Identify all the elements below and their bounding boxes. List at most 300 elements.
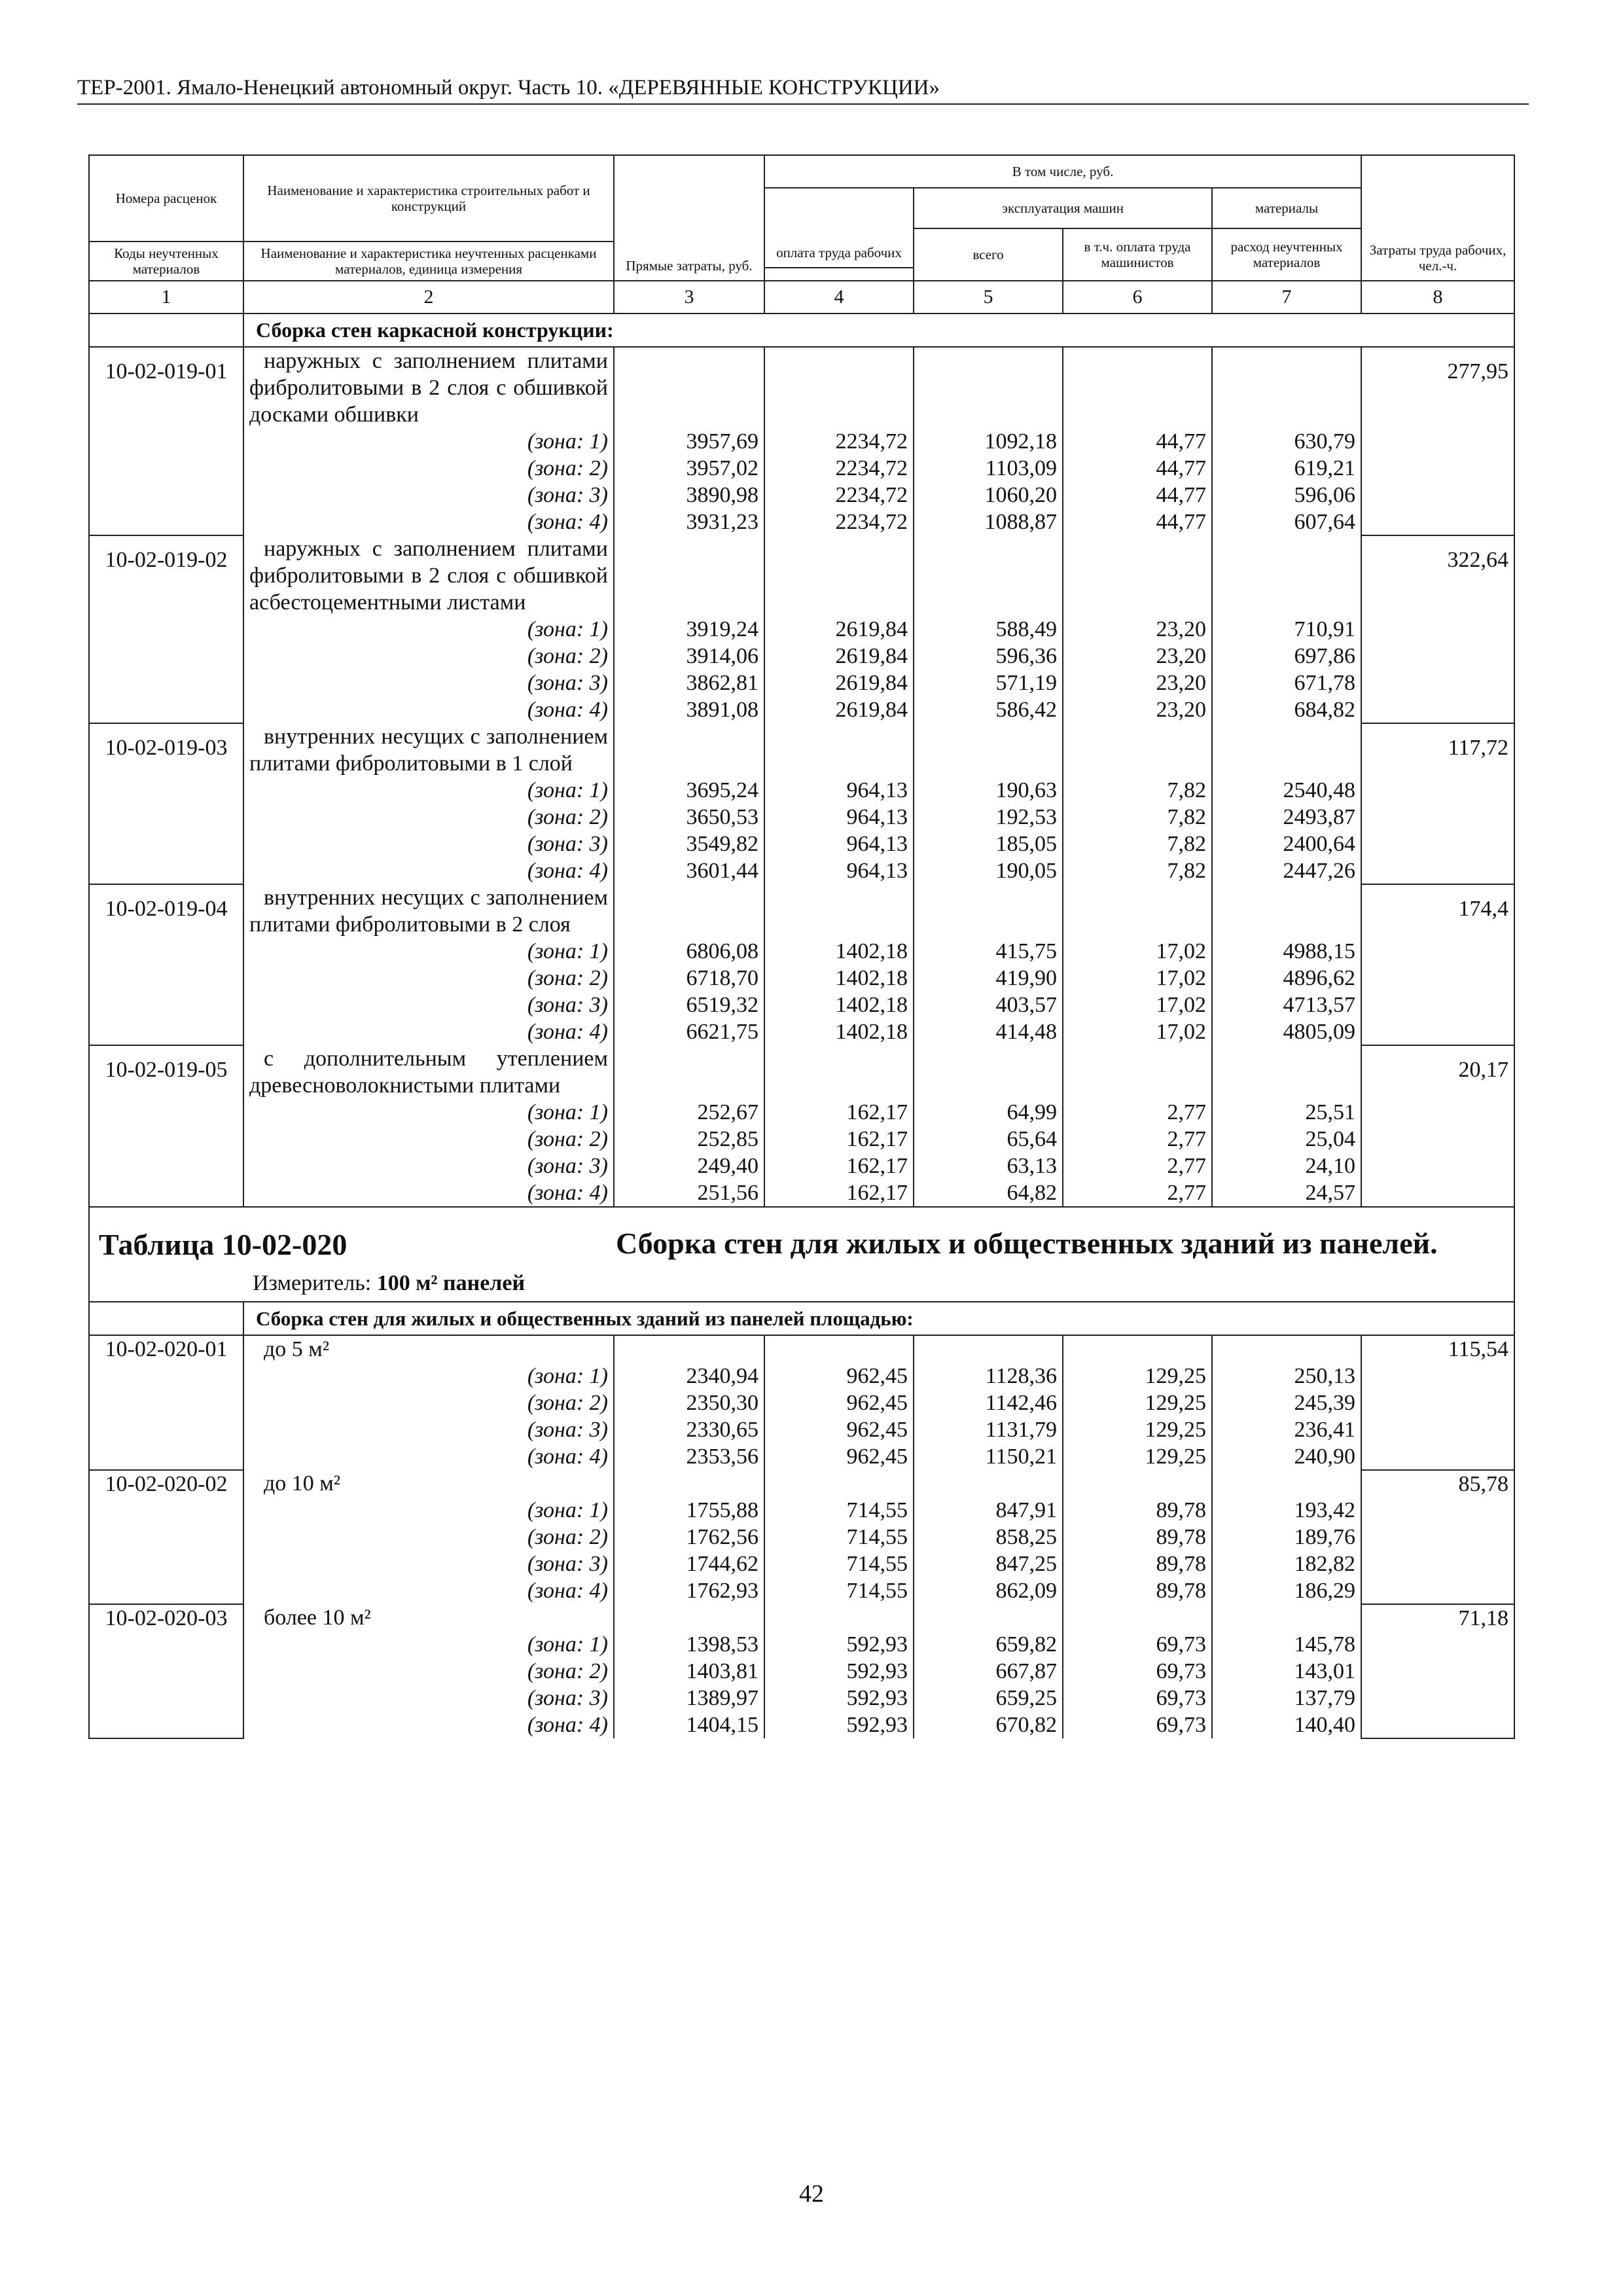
value-cell: 847,91 bbox=[914, 1497, 1063, 1524]
zone-row bbox=[89, 1018, 1514, 1045]
value-cell: 592,93 bbox=[764, 1712, 914, 1738]
zone-row bbox=[89, 992, 1514, 1018]
zone-label: (зона: 1) bbox=[243, 938, 614, 965]
value-cell: 2,77 bbox=[1063, 1153, 1212, 1179]
zone-row bbox=[89, 455, 1514, 482]
zone-row bbox=[89, 1153, 1514, 1179]
empty-cell bbox=[1063, 1604, 1212, 1631]
value-cell: 250,13 bbox=[1212, 1363, 1361, 1390]
zone-label: (зона: 1) bbox=[243, 428, 614, 455]
value-cell: 964,13 bbox=[764, 804, 914, 831]
labor-cost: 322,64 bbox=[1361, 535, 1514, 723]
rate-row bbox=[89, 1045, 1514, 1099]
value-cell: 592,93 bbox=[764, 1658, 914, 1685]
value-cell: 714,55 bbox=[764, 1524, 914, 1551]
value-cell: 1402,18 bbox=[764, 992, 914, 1018]
zone-label: (зона: 4) bbox=[243, 509, 614, 535]
value-cell: 2353,56 bbox=[614, 1443, 764, 1470]
value-cell: 1128,36 bbox=[914, 1363, 1063, 1390]
zone-label: (зона: 3) bbox=[243, 670, 614, 696]
zone-row bbox=[89, 804, 1514, 831]
zone-label: (зона: 4) bbox=[243, 1179, 614, 1207]
empty-cell bbox=[914, 535, 1063, 616]
value-cell: 962,45 bbox=[764, 1363, 914, 1390]
zone-label: (зона: 1) bbox=[243, 777, 614, 804]
zone-row bbox=[89, 1390, 1514, 1416]
value-cell: 2619,84 bbox=[764, 616, 914, 643]
zone-row bbox=[89, 643, 1514, 670]
value-cell: 182,82 bbox=[1212, 1551, 1361, 1577]
head-group-machines: эксплуатация машин bbox=[914, 188, 1212, 228]
value-cell: 414,48 bbox=[914, 1018, 1063, 1045]
value-cell: 17,02 bbox=[1063, 965, 1212, 992]
value-cell: 145,78 bbox=[1212, 1631, 1361, 1658]
empty-cell bbox=[89, 1302, 243, 1335]
empty-cell bbox=[1212, 347, 1361, 428]
zone-label: (зона: 1) bbox=[243, 1497, 614, 1524]
zone-label: (зона: 3) bbox=[243, 831, 614, 857]
value-cell: 1402,18 bbox=[764, 1018, 914, 1045]
value-cell: 24,57 bbox=[1212, 1179, 1361, 1207]
value-cell: 25,51 bbox=[1212, 1099, 1361, 1126]
empty-cell bbox=[764, 1045, 914, 1099]
value-cell: 3601,44 bbox=[614, 857, 764, 884]
zone-row bbox=[89, 1416, 1514, 1443]
empty-cell bbox=[764, 1335, 914, 1363]
value-cell: 193,42 bbox=[1212, 1497, 1361, 1524]
value-cell: 571,19 bbox=[914, 670, 1063, 696]
value-cell: 64,82 bbox=[914, 1179, 1063, 1207]
head-col3: Прямые затраты, руб. bbox=[614, 155, 764, 281]
head-col5: всего bbox=[914, 228, 1063, 281]
value-cell: 129,25 bbox=[1063, 1390, 1212, 1416]
value-cell: 143,01 bbox=[1212, 1658, 1361, 1685]
value-cell: 89,78 bbox=[1063, 1497, 1212, 1524]
zone-row bbox=[89, 1497, 1514, 1524]
rates-table bbox=[88, 154, 1515, 1739]
value-cell: 3650,53 bbox=[614, 804, 764, 831]
empty-cell bbox=[614, 347, 764, 428]
value-cell: 2,77 bbox=[1063, 1179, 1212, 1207]
value-cell: 619,21 bbox=[1212, 455, 1361, 482]
zone-label: (зона: 3) bbox=[243, 1153, 614, 1179]
value-cell: 3914,06 bbox=[614, 643, 764, 670]
zone-row bbox=[89, 1363, 1514, 1390]
zone-row bbox=[89, 777, 1514, 804]
head-group-all: В том числе, руб. bbox=[764, 155, 1361, 188]
value-cell: 1744,62 bbox=[614, 1551, 764, 1577]
value-cell: 6806,08 bbox=[614, 938, 764, 965]
measure-label: Измеритель: bbox=[253, 1271, 377, 1295]
rate-description: с дополнительным утеплением древесноволокнистыми плитами bbox=[243, 1045, 614, 1099]
section-title: Сборка стен для жилых и общественных зданий из панелей площадью: bbox=[243, 1302, 1514, 1335]
value-cell: 1762,93 bbox=[614, 1577, 764, 1604]
value-cell: 7,82 bbox=[1063, 857, 1212, 884]
rate-row bbox=[89, 884, 1514, 938]
empty-cell bbox=[914, 884, 1063, 938]
value-cell: 684,82 bbox=[1212, 696, 1361, 723]
value-cell: 630,79 bbox=[1212, 428, 1361, 455]
empty-cell bbox=[1063, 1470, 1212, 1497]
rate-code: 10-02-020-02 bbox=[89, 1470, 243, 1604]
value-cell: 44,77 bbox=[1063, 509, 1212, 535]
value-cell: 44,77 bbox=[1063, 482, 1212, 509]
rate-description: до 5 м² bbox=[243, 1335, 614, 1363]
head-col1-bottom: Коды неучтенных материалов bbox=[89, 242, 243, 281]
value-cell: 714,55 bbox=[764, 1551, 914, 1577]
rate-row bbox=[89, 535, 1514, 616]
value-cell: 140,40 bbox=[1212, 1712, 1361, 1738]
value-cell: 2,77 bbox=[1063, 1099, 1212, 1126]
empty-cell bbox=[764, 1470, 914, 1497]
value-cell: 23,20 bbox=[1063, 643, 1212, 670]
col-number: 5 bbox=[914, 281, 1063, 314]
value-cell: 23,20 bbox=[1063, 670, 1212, 696]
rate-row bbox=[89, 1470, 1514, 1497]
value-cell: 2493,87 bbox=[1212, 804, 1361, 831]
head-col7: расход неучтенных материалов bbox=[1212, 228, 1361, 281]
value-cell: 588,49 bbox=[914, 616, 1063, 643]
value-cell: 1389,97 bbox=[614, 1685, 764, 1712]
empty-cell bbox=[614, 1470, 764, 1497]
value-cell: 862,09 bbox=[914, 1577, 1063, 1604]
empty-cell bbox=[914, 1604, 1063, 1631]
value-cell: 4988,15 bbox=[1212, 938, 1361, 965]
zone-row bbox=[89, 1551, 1514, 1577]
empty-cell bbox=[614, 723, 764, 777]
value-cell: 2340,94 bbox=[614, 1363, 764, 1390]
value-cell: 4896,62 bbox=[1212, 965, 1361, 992]
empty-cell bbox=[614, 535, 764, 616]
empty-cell bbox=[764, 535, 914, 616]
labor-cost: 117,72 bbox=[1361, 723, 1514, 884]
value-cell: 659,82 bbox=[914, 1631, 1063, 1658]
measure-value: 100 м² панелей bbox=[376, 1271, 526, 1295]
zone-row bbox=[89, 1712, 1514, 1738]
value-cell: 3862,81 bbox=[614, 670, 764, 696]
value-cell: 69,73 bbox=[1063, 1712, 1212, 1738]
value-cell: 44,77 bbox=[1063, 428, 1212, 455]
value-cell: 596,06 bbox=[1212, 482, 1361, 509]
value-cell: 710,91 bbox=[1212, 616, 1361, 643]
empty-cell bbox=[1063, 1335, 1212, 1363]
value-cell: 24,10 bbox=[1212, 1153, 1361, 1179]
value-cell: 1088,87 bbox=[914, 509, 1063, 535]
zone-row bbox=[89, 965, 1514, 992]
value-cell: 1403,81 bbox=[614, 1658, 764, 1685]
value-cell: 2234,72 bbox=[764, 482, 914, 509]
value-cell: 89,78 bbox=[1063, 1577, 1212, 1604]
value-cell: 7,82 bbox=[1063, 831, 1212, 857]
value-cell: 251,56 bbox=[614, 1179, 764, 1207]
value-cell: 964,13 bbox=[764, 857, 914, 884]
empty-cell bbox=[1212, 535, 1361, 616]
running-title: ТЕР-2001. Ямало-Ненецкий автономный округ. Часть 10. «ДЕРЕВЯННЫЕ КОНСТРУКЦИИ» bbox=[77, 73, 1529, 105]
value-cell: 44,77 bbox=[1063, 455, 1212, 482]
value-cell: 592,93 bbox=[764, 1685, 914, 1712]
zone-row bbox=[89, 616, 1514, 643]
empty-cell bbox=[764, 723, 914, 777]
zone-row bbox=[89, 857, 1514, 884]
value-cell: 3957,02 bbox=[614, 455, 764, 482]
value-cell: 3549,82 bbox=[614, 831, 764, 857]
zone-label: (зона: 1) bbox=[243, 616, 614, 643]
rate-description: до 10 м² bbox=[243, 1470, 614, 1497]
zone-label: (зона: 4) bbox=[243, 1712, 614, 1738]
value-cell: 964,13 bbox=[764, 777, 914, 804]
value-cell: 714,55 bbox=[764, 1577, 914, 1604]
rate-code: 10-02-019-01 bbox=[89, 347, 243, 535]
value-cell: 6519,32 bbox=[614, 992, 764, 1018]
value-cell: 962,45 bbox=[764, 1416, 914, 1443]
zone-row bbox=[89, 509, 1514, 535]
value-cell: 1755,88 bbox=[614, 1497, 764, 1524]
rate-code: 10-02-019-03 bbox=[89, 723, 243, 884]
head-col6: в т.ч. оплата труда машинистов bbox=[1063, 228, 1212, 281]
table2-title-block bbox=[89, 1207, 1514, 1302]
col-number: 1 bbox=[89, 281, 243, 314]
head-col1-top: Номера расценок bbox=[89, 155, 243, 242]
value-cell: 415,75 bbox=[914, 938, 1063, 965]
value-cell: 403,57 bbox=[914, 992, 1063, 1018]
labor-cost: 277,95 bbox=[1361, 347, 1514, 535]
value-cell: 3957,69 bbox=[614, 428, 764, 455]
rate-row bbox=[89, 347, 1514, 428]
empty-cell bbox=[1212, 1045, 1361, 1099]
value-cell: 1103,09 bbox=[914, 455, 1063, 482]
rate-row bbox=[89, 1335, 1514, 1363]
value-cell: 4713,57 bbox=[1212, 992, 1361, 1018]
value-cell: 162,17 bbox=[764, 1153, 914, 1179]
value-cell: 659,25 bbox=[914, 1685, 1063, 1712]
value-cell: 6718,70 bbox=[614, 965, 764, 992]
zone-row bbox=[89, 1099, 1514, 1126]
value-cell: 192,53 bbox=[914, 804, 1063, 831]
value-cell: 596,36 bbox=[914, 643, 1063, 670]
zone-label: (зона: 4) bbox=[243, 1018, 614, 1045]
zone-label: (зона: 3) bbox=[243, 992, 614, 1018]
empty-cell bbox=[1063, 723, 1212, 777]
value-cell: 89,78 bbox=[1063, 1551, 1212, 1577]
value-cell: 2,77 bbox=[1063, 1126, 1212, 1153]
empty-cell bbox=[1212, 1604, 1361, 1631]
value-cell: 2619,84 bbox=[764, 643, 914, 670]
value-cell: 670,82 bbox=[914, 1712, 1063, 1738]
value-cell: 1142,46 bbox=[914, 1390, 1063, 1416]
section-title: Сборка стен каркасной конструкции: bbox=[243, 314, 1514, 347]
value-cell: 186,29 bbox=[1212, 1577, 1361, 1604]
value-cell: 1402,18 bbox=[764, 965, 914, 992]
value-cell: 190,63 bbox=[914, 777, 1063, 804]
empty-cell bbox=[1063, 1045, 1212, 1099]
col-number: 4 bbox=[764, 281, 914, 314]
value-cell: 2350,30 bbox=[614, 1390, 764, 1416]
value-cell: 2619,84 bbox=[764, 696, 914, 723]
empty-cell bbox=[1212, 884, 1361, 938]
value-cell: 2447,26 bbox=[1212, 857, 1361, 884]
value-cell: 858,25 bbox=[914, 1524, 1063, 1551]
value-cell: 3891,08 bbox=[614, 696, 764, 723]
zone-label: (зона: 1) bbox=[243, 1099, 614, 1126]
empty-cell bbox=[764, 347, 914, 428]
value-cell: 162,17 bbox=[764, 1099, 914, 1126]
value-cell: 697,86 bbox=[1212, 643, 1361, 670]
zone-label: (зона: 2) bbox=[243, 965, 614, 992]
empty-cell bbox=[1063, 884, 1212, 938]
value-cell: 3931,23 bbox=[614, 509, 764, 535]
value-cell: 1060,20 bbox=[914, 482, 1063, 509]
zone-label: (зона: 2) bbox=[243, 643, 614, 670]
rate-description: наружных с заполнением плитами фибролитовыми в 2 слоя с обшивкой досками обшивки bbox=[243, 347, 614, 428]
col-number: 6 bbox=[1063, 281, 1212, 314]
empty-cell bbox=[614, 1045, 764, 1099]
rate-code: 10-02-019-05 bbox=[89, 1045, 243, 1207]
zone-row bbox=[89, 831, 1514, 857]
labor-cost: 71,18 bbox=[1361, 1604, 1514, 1738]
value-cell: 249,40 bbox=[614, 1153, 764, 1179]
empty-cell bbox=[914, 723, 1063, 777]
col-number: 2 bbox=[243, 281, 614, 314]
value-cell: 714,55 bbox=[764, 1497, 914, 1524]
rate-code: 10-02-019-02 bbox=[89, 535, 243, 723]
zone-label: (зона: 4) bbox=[243, 1443, 614, 1470]
value-cell: 7,82 bbox=[1063, 804, 1212, 831]
value-cell: 962,45 bbox=[764, 1443, 914, 1470]
value-cell: 7,82 bbox=[1063, 777, 1212, 804]
col-number: 3 bbox=[614, 281, 764, 314]
value-cell: 586,42 bbox=[914, 696, 1063, 723]
zone-label: (зона: 2) bbox=[243, 1126, 614, 1153]
value-cell: 63,13 bbox=[914, 1153, 1063, 1179]
value-cell: 1092,18 bbox=[914, 428, 1063, 455]
zone-label: (зона: 3) bbox=[243, 482, 614, 509]
value-cell: 419,90 bbox=[914, 965, 1063, 992]
zone-label: (зона: 3) bbox=[243, 1685, 614, 1712]
page-number: 42 bbox=[799, 2180, 824, 2208]
value-cell: 23,20 bbox=[1063, 616, 1212, 643]
value-cell: 240,90 bbox=[1212, 1443, 1361, 1470]
value-cell: 129,25 bbox=[1063, 1443, 1212, 1470]
zone-row bbox=[89, 1524, 1514, 1551]
value-cell: 129,25 bbox=[1063, 1363, 1212, 1390]
zone-row bbox=[89, 1631, 1514, 1658]
empty-cell bbox=[914, 1470, 1063, 1497]
rate-description: наружных с заполнением плитами фибролитовыми в 2 слоя с обшивкой асбестоцементными листами bbox=[243, 535, 614, 616]
labor-cost: 85,78 bbox=[1361, 1470, 1514, 1604]
value-cell: 6621,75 bbox=[614, 1018, 764, 1045]
value-cell: 25,04 bbox=[1212, 1126, 1361, 1153]
value-cell: 671,78 bbox=[1212, 670, 1361, 696]
zone-row bbox=[89, 1443, 1514, 1470]
value-cell: 1402,18 bbox=[764, 938, 914, 965]
rate-description: внутренних несущих с заполнением плитами фибролитовыми в 1 слой bbox=[243, 723, 614, 777]
head-col2-bottom: Наименование и характеристика неучтенных расценками материалов, единица измерения bbox=[243, 242, 614, 281]
rate-row bbox=[89, 1604, 1514, 1631]
zone-label: (зона: 2) bbox=[243, 1524, 614, 1551]
empty-cell bbox=[914, 1335, 1063, 1363]
zone-label: (зона: 2) bbox=[243, 1658, 614, 1685]
measure bbox=[253, 1271, 1505, 1296]
zone-row bbox=[89, 1658, 1514, 1685]
value-cell: 4805,09 bbox=[1212, 1018, 1361, 1045]
table-title: Сборка стен для жилых и общественных зданий из панелей. bbox=[616, 1227, 1438, 1260]
value-cell: 65,64 bbox=[914, 1126, 1063, 1153]
zone-label: (зона: 2) bbox=[243, 455, 614, 482]
value-cell: 2400,64 bbox=[1212, 831, 1361, 857]
rate-description: внутренних несущих с заполнением плитами фибролитовыми в 2 слоя bbox=[243, 884, 614, 938]
zone-label: (зона: 3) bbox=[243, 1416, 614, 1443]
zone-label: (зона: 4) bbox=[243, 1577, 614, 1604]
empty-cell bbox=[614, 884, 764, 938]
zone-label: (зона: 1) bbox=[243, 1363, 614, 1390]
empty-cell bbox=[1212, 1470, 1361, 1497]
zone-row bbox=[89, 1179, 1514, 1207]
value-cell: 2234,72 bbox=[764, 455, 914, 482]
zone-row bbox=[89, 696, 1514, 723]
value-cell: 185,05 bbox=[914, 831, 1063, 857]
value-cell: 189,76 bbox=[1212, 1524, 1361, 1551]
value-cell: 69,73 bbox=[1063, 1658, 1212, 1685]
value-cell: 23,20 bbox=[1063, 696, 1212, 723]
table-number: Таблица 10-02-020 bbox=[99, 1228, 348, 1261]
value-cell: 17,02 bbox=[1063, 1018, 1212, 1045]
col-number: 8 bbox=[1361, 281, 1514, 314]
value-cell: 3919,24 bbox=[614, 616, 764, 643]
value-cell: 162,17 bbox=[764, 1179, 914, 1207]
empty-cell bbox=[764, 884, 914, 938]
empty-cell bbox=[614, 1335, 764, 1363]
empty-cell bbox=[1063, 347, 1212, 428]
value-cell: 2540,48 bbox=[1212, 777, 1361, 804]
value-cell: 3890,98 bbox=[614, 482, 764, 509]
empty-cell bbox=[764, 1604, 914, 1631]
value-cell: 3695,24 bbox=[614, 777, 764, 804]
zone-row bbox=[89, 428, 1514, 455]
value-cell: 236,41 bbox=[1212, 1416, 1361, 1443]
value-cell: 69,73 bbox=[1063, 1685, 1212, 1712]
head-group-materials: материалы bbox=[1212, 188, 1361, 228]
empty-cell bbox=[914, 1045, 1063, 1099]
value-cell: 607,64 bbox=[1212, 509, 1361, 535]
head-col2-top: Наименование и характеристика строительных работ и конструкций bbox=[243, 155, 614, 242]
head-col4: оплата труда рабочих bbox=[764, 188, 914, 268]
value-cell: 69,73 bbox=[1063, 1631, 1212, 1658]
col-number: 7 bbox=[1212, 281, 1361, 314]
empty-cell bbox=[1212, 723, 1361, 777]
value-cell: 137,79 bbox=[1212, 1685, 1361, 1712]
zone-row bbox=[89, 1126, 1514, 1153]
rate-code: 10-02-020-03 bbox=[89, 1604, 243, 1738]
rate-code: 10-02-020-01 bbox=[89, 1335, 243, 1470]
empty-cell bbox=[614, 1604, 764, 1631]
rate-row bbox=[89, 723, 1514, 777]
zone-label: (зона: 1) bbox=[243, 1631, 614, 1658]
value-cell: 245,39 bbox=[1212, 1390, 1361, 1416]
value-cell: 162,17 bbox=[764, 1126, 914, 1153]
zone-row bbox=[89, 670, 1514, 696]
value-cell: 89,78 bbox=[1063, 1524, 1212, 1551]
value-cell: 129,25 bbox=[1063, 1416, 1212, 1443]
labor-cost: 20,17 bbox=[1361, 1045, 1514, 1207]
zone-row bbox=[89, 1685, 1514, 1712]
empty-cell bbox=[1212, 1335, 1361, 1363]
zone-label: (зона: 4) bbox=[243, 696, 614, 723]
value-cell: 190,05 bbox=[914, 857, 1063, 884]
value-cell: 667,87 bbox=[914, 1658, 1063, 1685]
value-cell: 2619,84 bbox=[764, 670, 914, 696]
zone-label: (зона: 4) bbox=[243, 857, 614, 884]
value-cell: 2234,72 bbox=[764, 509, 914, 535]
